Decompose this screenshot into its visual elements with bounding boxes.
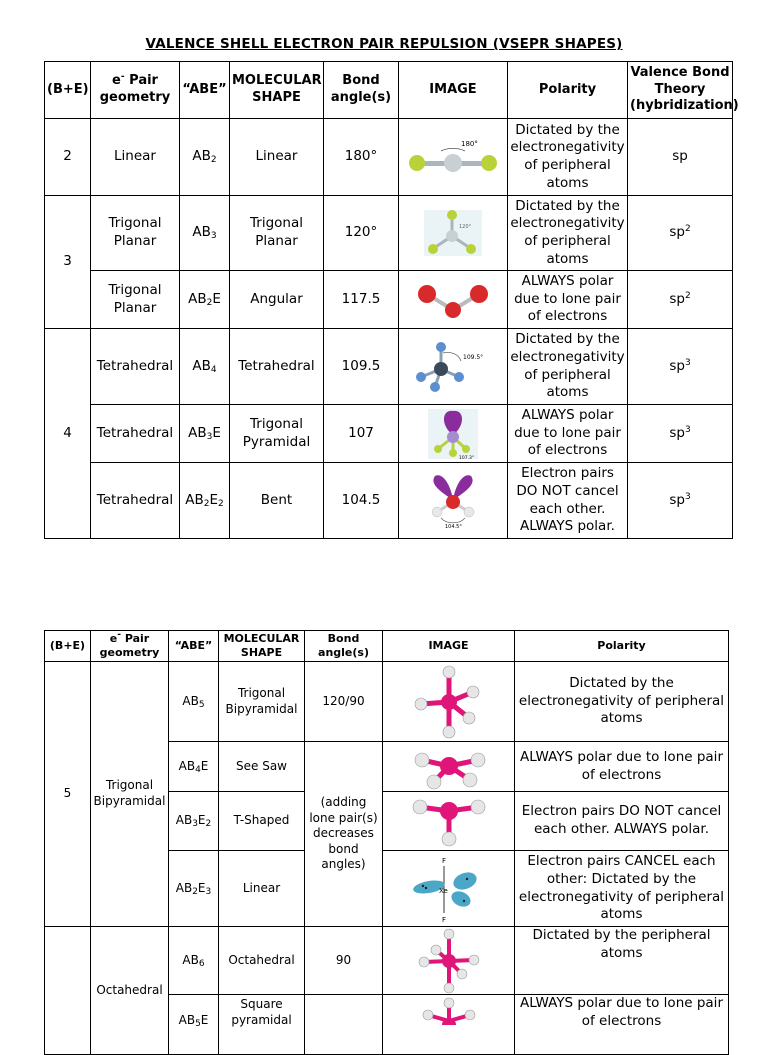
vsepr-table-2-4 <box>44 61 739 539</box>
hybridization: $sp^2$ <box>628 271 733 329</box>
pair-geometry: Trigonal Bipyramidal <box>91 662 169 927</box>
pair-geometry: Trigonal Planar <box>91 271 180 329</box>
pair-geometry: Tetrahedral <box>91 405 180 463</box>
header-polarity: Polarity <box>515 631 729 662</box>
trigonal-bipyramidal-molecule-image <box>411 664 487 740</box>
svg-text:107.3°: 107.3° <box>459 455 475 461</box>
octahedral-molecule-image <box>414 928 484 994</box>
svg-text:120°: 120° <box>459 224 472 230</box>
bond-angle: 107 <box>324 405 399 463</box>
abe-formula: $AB_2E_2$ <box>180 463 230 539</box>
table-row <box>45 119 733 196</box>
molecular-shape: Linear <box>219 851 305 927</box>
group-2: 2 <box>45 119 91 196</box>
header-abe: “ABE” <box>180 62 230 119</box>
polarity: Electron pairs DO NOT cancel each other. ALWAYS polar. <box>515 792 729 851</box>
polarity: Dictated by the electronegativity of peripheral atoms <box>508 329 628 405</box>
molecule-image <box>399 463 508 539</box>
bond-angle: 104.5 <box>324 463 399 539</box>
hybridization: $sp^3$ <box>628 329 733 405</box>
molecule-image <box>383 792 515 851</box>
abe-formula: $AB_2$ <box>180 119 230 196</box>
bond-angle <box>305 995 383 1055</box>
header-bond-angle: Bond angle(s) <box>324 62 399 119</box>
abe-formula: $AB_5E$ <box>169 995 219 1055</box>
svg-text:180°: 180° <box>461 140 478 148</box>
bond-angle-note: (adding lone pair(s) decreases bond angles) <box>305 742 383 927</box>
abe-formula: $AB_2E$ <box>180 271 230 329</box>
table-header-row <box>45 62 733 119</box>
abe-formula: $AB_5$ <box>169 662 219 742</box>
linear-xef2-molecule-image <box>409 853 489 925</box>
abe-formula: $AB_4$ <box>180 329 230 405</box>
molecule-image <box>383 927 515 995</box>
bent-molecule-image <box>423 470 483 532</box>
vsepr-table-5-6 <box>44 630 729 1055</box>
header-be: (B+E) <box>45 631 91 662</box>
polarity: ALWAYS polar due to lone pair of electrons <box>515 995 729 1055</box>
bond-angle: 120/90 <box>305 662 383 742</box>
linear-molecule-image <box>403 135 503 179</box>
molecule-image <box>383 995 515 1055</box>
bond-angle: 120° <box>324 196 399 271</box>
molecular-shape: Trigonal Pyramidal <box>230 405 324 463</box>
table-row <box>45 271 733 329</box>
hybridization: $sp^3$ <box>628 463 733 539</box>
pair-geometry: Octahedral <box>91 927 169 1055</box>
molecule-image <box>383 742 515 792</box>
bond-angle: 109.5 <box>324 329 399 405</box>
hybridization: $sp^3$ <box>628 405 733 463</box>
svg-text:F: F <box>441 856 446 865</box>
table-row <box>45 927 729 995</box>
group-3: 3 <box>45 196 91 329</box>
molecular-shape: Bent <box>230 463 324 539</box>
table-header-row <box>45 631 729 662</box>
pair-geometry: Tetrahedral <box>91 463 180 539</box>
pair-geometry: Tetrahedral <box>91 329 180 405</box>
group-5: 5 <box>45 662 91 927</box>
molecule-image <box>399 405 508 463</box>
header-pair-geometry: e- Pair geometry <box>91 62 180 119</box>
see-saw-molecule-image <box>404 744 494 790</box>
polarity: ALWAYS polar due to lone pair of electrons <box>508 405 628 463</box>
abe-formula: $AB_3E$ <box>180 405 230 463</box>
molecule-image <box>399 271 508 329</box>
polarity: Dictated by the electronegativity of peripheral atoms <box>508 196 628 271</box>
molecule-image <box>399 119 508 196</box>
polarity: Dictated by the electronegativity of peripheral atoms <box>508 119 628 196</box>
molecular-shape: Trigonal Planar <box>230 196 324 271</box>
hybridization: sp <box>628 119 733 196</box>
svg-text:109.5°: 109.5° <box>463 353 484 361</box>
polarity: ALWAYS polar due to lone pair of electrons <box>508 271 628 329</box>
svg-text:F: F <box>441 915 446 924</box>
t-shaped-molecule-image <box>404 793 494 849</box>
abe-formula: $AB_3$ <box>180 196 230 271</box>
header-polarity: Polarity <box>508 62 628 119</box>
header-image: IMAGE <box>399 62 508 119</box>
polarity: Dictated by the electronegativity of peripheral atoms <box>515 662 729 742</box>
polarity: Electron pairs DO NOT cancel each other. ALWAYS polar. <box>508 463 628 539</box>
abe-formula: $AB_3E_2$ <box>169 792 219 851</box>
svg-text:104.5°: 104.5° <box>445 523 462 530</box>
pair-geometry: Linear <box>91 119 180 196</box>
header-molecular-shape: MOLECULAR SHAPE <box>219 631 305 662</box>
molecular-shape: Linear <box>230 119 324 196</box>
bond-angle: 90 <box>305 927 383 995</box>
square-pyramidal-molecule-image <box>414 995 484 1025</box>
molecular-shape: Trigonal Bipyramidal <box>219 662 305 742</box>
table-row <box>45 405 733 463</box>
group-6 <box>45 927 91 1055</box>
polarity: Electron pairs CANCEL each other: Dictated by the electronegativity of peripheral atoms <box>515 851 729 927</box>
table-row <box>45 662 729 742</box>
molecule-image <box>383 851 515 927</box>
header-molecular-shape: MOLECULAR SHAPE <box>230 62 324 119</box>
header-be: (B+E) <box>45 62 91 119</box>
header-bond-angle: Bond angle(s) <box>305 631 383 662</box>
trigonal-pyramidal-molecule-image <box>426 407 480 461</box>
table-row <box>45 463 733 539</box>
abe-formula: $AB_6$ <box>169 927 219 995</box>
pair-geometry: Trigonal Planar <box>91 196 180 271</box>
header-image: IMAGE <box>383 631 515 662</box>
molecule-image <box>399 196 508 271</box>
molecular-shape: Square pyramidal <box>219 995 305 1055</box>
polarity: ALWAYS polar due to lone pair of electrons <box>515 742 729 792</box>
svg-text:Xe: Xe <box>438 886 448 895</box>
molecule-image <box>399 329 508 405</box>
abe-formula: $AB_2E_3$ <box>169 851 219 927</box>
molecular-shape: Angular <box>230 271 324 329</box>
molecule-image <box>383 662 515 742</box>
header-pair-geometry: e- Pair geometry <box>91 631 169 662</box>
header-abe: “ABE” <box>169 631 219 662</box>
bond-angle: 180° <box>324 119 399 196</box>
header-valence-bond-theory: Valence Bond Theory (hybridization) <box>628 62 733 119</box>
bond-angle: 117.5 <box>324 271 399 329</box>
trigonal-planar-molecule-image <box>422 208 484 258</box>
molecular-shape: Octahedral <box>219 927 305 995</box>
molecular-shape: Tetrahedral <box>230 329 324 405</box>
molecular-shape: T-Shaped <box>219 792 305 851</box>
table-row <box>45 196 733 271</box>
page-title: VALENCE SHELL ELECTRON PAIR REPULSION (VSEPR SHAPES) <box>145 36 623 52</box>
polarity: Dictated by the peripheral atoms <box>515 927 729 995</box>
table-row <box>45 329 733 405</box>
angular-molecule-image <box>415 280 491 320</box>
molecular-shape: See Saw <box>219 742 305 792</box>
hybridization: $sp^2$ <box>628 196 733 271</box>
abe-formula: $AB_4E$ <box>169 742 219 792</box>
tetrahedral-molecule-image <box>413 339 493 395</box>
group-4: 4 <box>45 329 91 539</box>
